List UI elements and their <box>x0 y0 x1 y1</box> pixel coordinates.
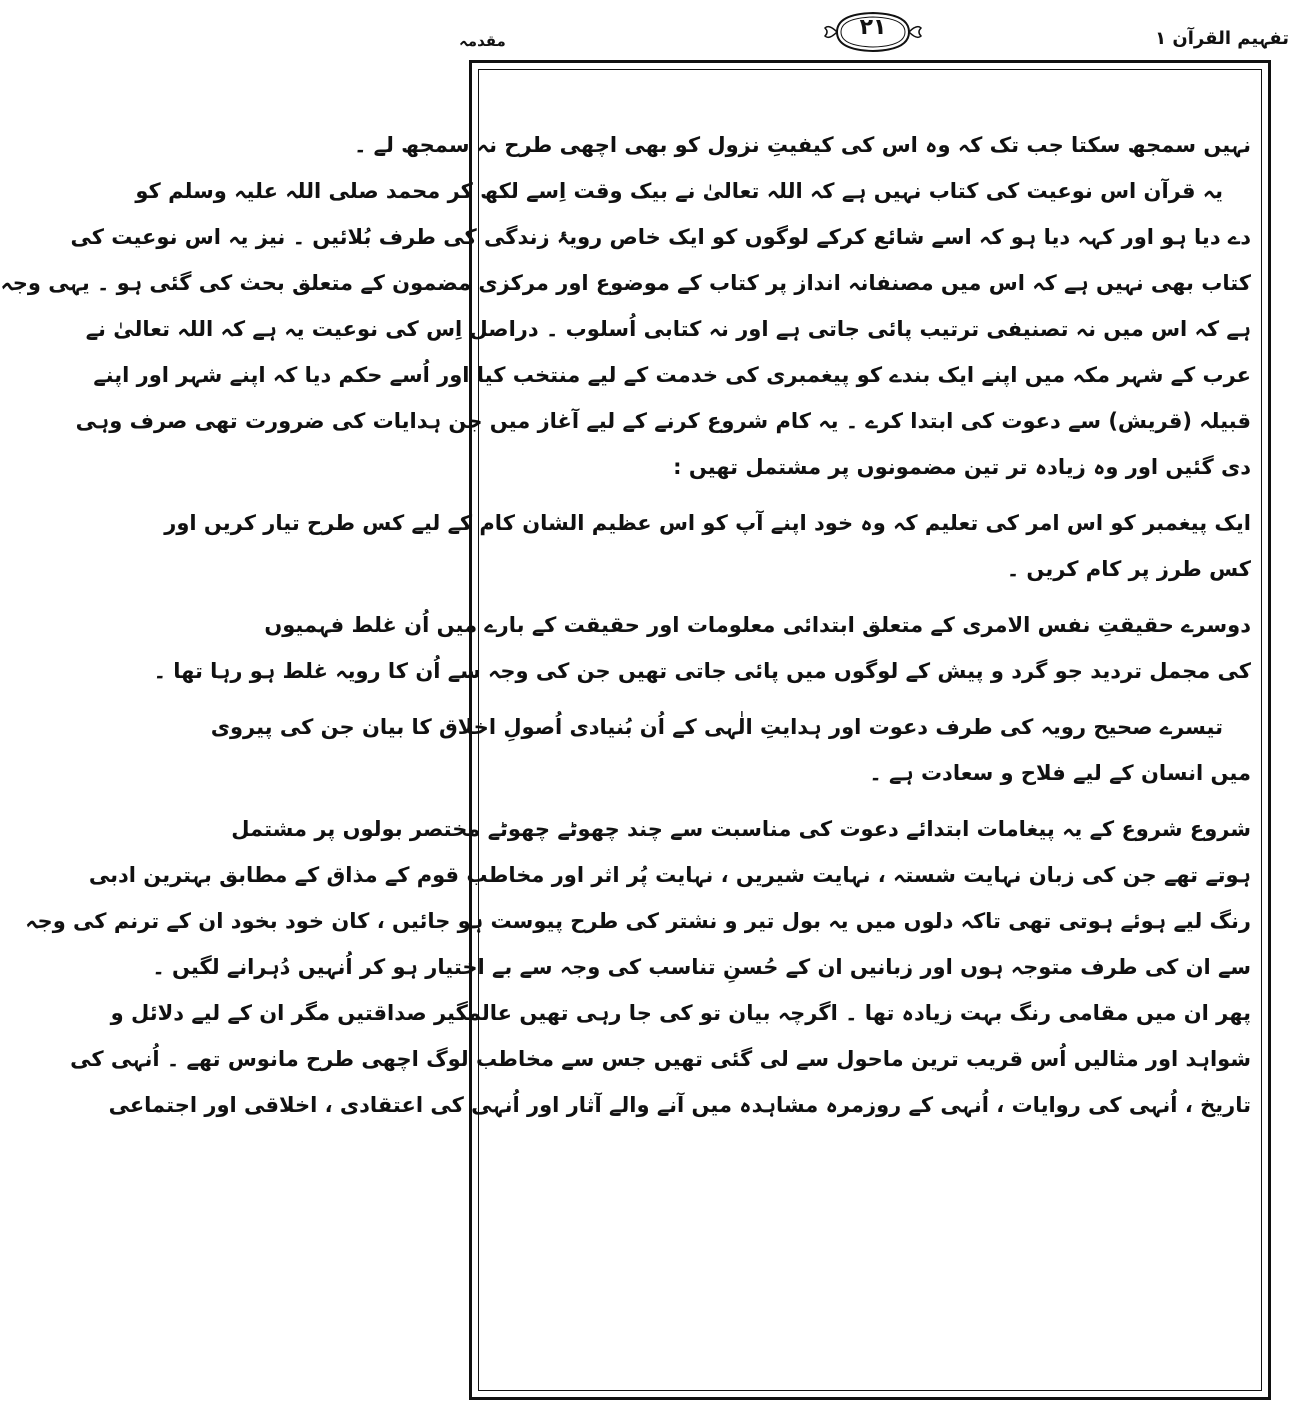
page-number-cartouche <box>823 8 923 56</box>
text-line: قبیلہ (قریش) سے دعوت کی ابتدا کرے ۔ یہ کام شروع کرنے کے لیے آغاز میں جن ہدایات کی ضرورت تھی صرف وہی <box>75 409 1251 433</box>
text-line: یہ قرآن اس نوعیت کی کتاب نہیں ہے کہ اللہ تعالیٰ نے بیک وقت اِسے لکھ کر محمد صلی اللہ علیہ وسلم کو <box>135 179 1223 203</box>
paragraph <box>210 704 1251 796</box>
text-line: ہے کہ اس میں نہ تصنیفی ترتیب پائی جاتی ہے اور نہ کتابی اُسلوب ۔ دراصل اِس کی نوعیت یہ ہے کہ اللہ تعالیٰ نے <box>85 317 1251 341</box>
text-line: ہوتے تھے جن کی زبان نہایت شستہ ، نہایت شیریں ، نہایت پُر اثر اور مخاطب قوم کے مذاق کے مطابق بہترین ادبی <box>88 863 1251 887</box>
paragraph <box>0 168 1251 490</box>
body-text <box>0 122 1251 1128</box>
page-number: ۲۱ <box>859 15 887 40</box>
text-line: عرب کے شہر مکہ میں اپنے ایک بندے کو پیغمبری کی خدمت کے لیے منتخب کیا اور اُسے حکم دیا کہ اپنے شہر اور اپنے <box>93 363 1251 387</box>
text-line: دی گئیں اور وہ زیادہ تر تین مضمونوں پر مشتمل تھیں : <box>673 455 1251 479</box>
text-line: تیسرے صحیح رویہ کی طرف دعوت اور ہدایتِ الٰہی کے اُن بُنیادی اُصولِ اخلاق کا بیان جن کی پیروی <box>210 715 1223 739</box>
text-line: تاریخ ، اُنہی کی روایات ، اُنہی کے روزمرہ مشاہدہ میں آنے والے آثار اور اُنہی کی اعتقادی ، اخلاقی اور اجتماعی <box>108 1093 1251 1117</box>
text-line: میں انسان کے لیے فلاح و سعادت ہے ۔ <box>869 761 1251 785</box>
text-line: سے ان کی طرف متوجہ ہوں اور زبانیں ان کے حُسنِ تناسب کی وجہ سے بے اختیار ہو کر اُنہیں دُہرانے لگیں ۔ <box>152 955 1251 979</box>
paragraph <box>153 602 1251 694</box>
text-line: ایک پیغمبر کو اس امر کی تعلیم کہ وہ خود اپنے آپ کو اس عظیم الشان کام کے لیے کس طرح تیار کریں اور <box>164 511 1251 535</box>
text-line: دے دیا ہو اور کہہ دیا ہو کہ اسے شائع کرکے لوگوں کو ایک خاص رویۂ زندگی کی طرف بُلائیں ۔ نیز یہ اس نوعیت کی <box>70 225 1251 249</box>
paragraph <box>164 500 1251 592</box>
text-line: نہیں سمجھ سکتا جب تک کہ وہ اس کی کیفیتِ نزول کو بھی اچھی طرح نہ سمجھ لے ۔ <box>354 133 1251 157</box>
paragraph <box>25 806 1251 1128</box>
text-line: شروع شروع کے یہ پیغامات ابتدائے دعوت کی مناسبت سے چند چھوٹے چھوٹے مختصر بولوں پر مشتمل <box>231 817 1251 841</box>
text-line: کتاب بھی نہیں ہے کہ اس میں مصنفانہ انداز پر کتاب کے موضوع اور مرکزی مضمون کے متعلق بحث کی گئی ہو ۔ یہی وجہ <box>0 271 1251 295</box>
text-line: پھر ان میں مقامی رنگ بہت زیادہ تھا ۔ اگرچہ بیان تو کی جا رہی تھیں عالمگیر صداقتیں مگر ان کے لیے دلائل و <box>110 1001 1251 1025</box>
text-line: رنگ لیے ہوئے ہوتی تھی تاکہ دلوں میں یہ بول تیر و نشتر کی طرح پیوست ہو جائیں ، کان خود بخود ان کے ترنم کی وجہ <box>25 909 1251 933</box>
running-head <box>445 6 1301 62</box>
text-line: کی مجمل تردید جو گرد و پیش کے لوگوں میں پائی جاتی تھیں جن کی وجہ سے اُن کا رویہ غلط ہو رہا تھا ۔ <box>153 659 1251 683</box>
text-line: دوسرے حقیقتِ نفس الامری کے متعلق ابتدائی معلومات اور حقیقت کے بارے میں اُن غلط فہمیوں <box>264 613 1251 637</box>
text-line: کس طرز پر کام کریں ۔ <box>1006 557 1251 581</box>
section-title: مقدمہ <box>459 32 506 50</box>
text-line: شواہد اور مثالیں اُس قریب ترین ماحول سے لی گئی تھیں جس سے مخاطب لوگ اچھی طرح مانوس تھے ۔ اُنہی کی <box>70 1047 1251 1071</box>
book-title: تفہیم القرآن ۱ <box>1155 28 1289 49</box>
paragraph <box>354 122 1251 168</box>
